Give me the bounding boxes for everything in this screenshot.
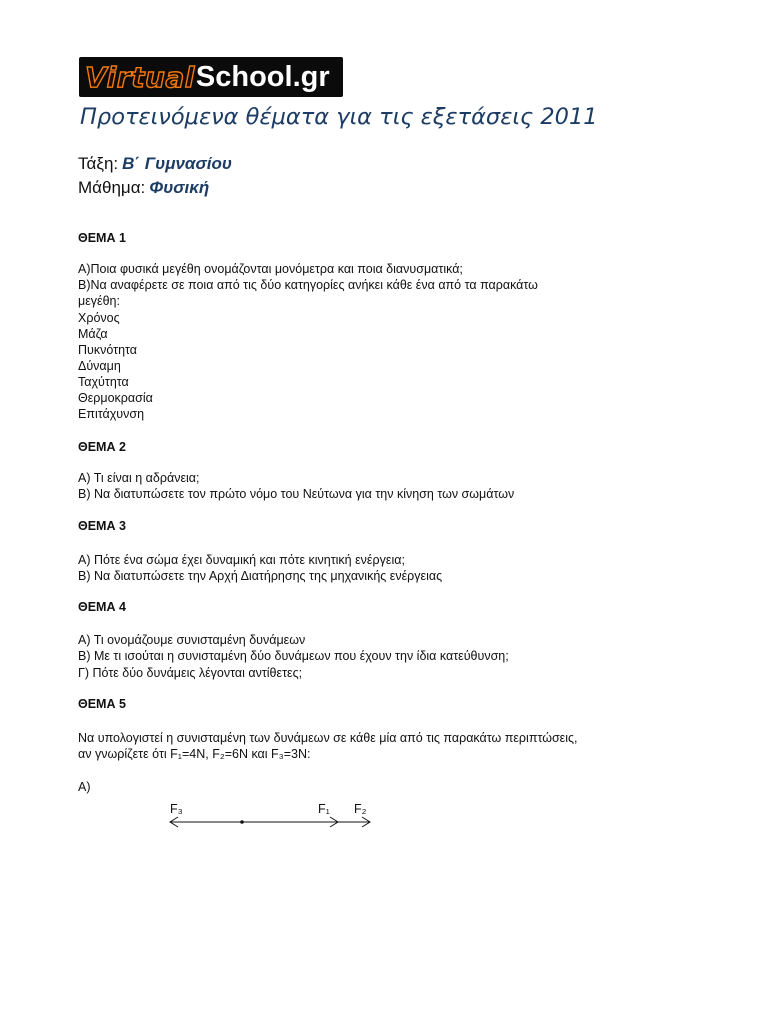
thema1-line: Δύναμη xyxy=(78,359,121,373)
thema3-line: Β) Να διατυπώσετε την Αρχή Διατήρησης της μηχανικής ενέργειας xyxy=(78,569,443,583)
thema4-line: Α) Τι ονομάζουμε συνισταμένη δυνάμεων xyxy=(78,633,306,647)
logo-part-school: School.gr xyxy=(195,60,330,93)
subject-value: Φυσική xyxy=(149,178,210,197)
thema1-heading: ΘΕΜΑ 1 xyxy=(78,231,126,245)
thema1-line: Θερμοκρασία xyxy=(78,391,153,405)
thema1-line: Επιτάχυνση xyxy=(78,407,145,421)
thema3-line: Α) Πότε ένα σώμα έχει δυναμική και πότε κινητική ενέργεια; xyxy=(78,553,405,567)
force-label-f2: F₂ xyxy=(354,802,367,816)
thema4-line: Γ) Πότε δύο δυνάμεις λέγονται αντίθετες; xyxy=(78,666,303,680)
thema5-heading: ΘΕΜΑ 5 xyxy=(78,697,126,711)
thema1-line: Ταχύτητα xyxy=(78,375,129,389)
class-line xyxy=(78,154,232,174)
force-diagram xyxy=(160,796,390,836)
thema2-line: Β) Να διατυπώσετε τον πρώτο νόμο του Νεύτωνα για την κίνηση των σωμάτων xyxy=(78,487,515,501)
application-point xyxy=(240,820,244,824)
case-a-label: Α) xyxy=(78,780,91,794)
subject-label: Μάθημα: xyxy=(78,178,146,197)
class-value: Β΄ Γυμνασίου xyxy=(122,154,232,173)
virtualschool-logo xyxy=(79,57,343,97)
thema5-line: αν γνωρίζετε ότι F₁=4N, F₂=6N και F₃=3N: xyxy=(78,747,311,761)
thema4-heading: ΘΕΜΑ 4 xyxy=(78,600,126,614)
thema1-line: μεγέθη: xyxy=(78,294,120,308)
thema3-heading: ΘΕΜΑ 3 xyxy=(78,519,126,533)
thema1-line: Χρόνος xyxy=(78,311,120,325)
thema1-line: Α)Ποια φυσικά μεγέθη ονομάζονται μονόμετρα και ποια διανυσματικά; xyxy=(78,262,463,276)
logo-part-virtual: Virtual xyxy=(85,60,195,94)
class-label: Τάξη: xyxy=(78,154,119,173)
thema1-line: Πυκνότητα xyxy=(78,343,138,357)
page-title: Προτεινόμενα θέματα για τις εξετάσεις 2011 xyxy=(80,104,598,130)
thema1-line: Μάζα xyxy=(78,327,108,341)
force-label-f3: F₃ xyxy=(170,802,183,816)
subject-line xyxy=(78,178,209,198)
thema5-line: Να υπολογιστεί η συνισταμένη των δυνάμεων σε κάθε μία από τις παρακάτω περιπτώσεις, xyxy=(78,731,578,745)
thema2-heading: ΘΕΜΑ 2 xyxy=(78,440,126,454)
thema1-line: Β)Να αναφέρετε σε ποια από τις δύο κατηγορίες ανήκει κάθε ένα από τα παρακάτω xyxy=(78,278,538,292)
thema2-line: Α) Τι είναι η αδράνεια; xyxy=(78,471,200,485)
force-label-f1: F₁ xyxy=(318,802,330,816)
thema4-line: Β) Με τι ισούται η συνισταμένη δύο δυνάμεων που έχουν την ίδια κατεύθυνση; xyxy=(78,649,509,663)
